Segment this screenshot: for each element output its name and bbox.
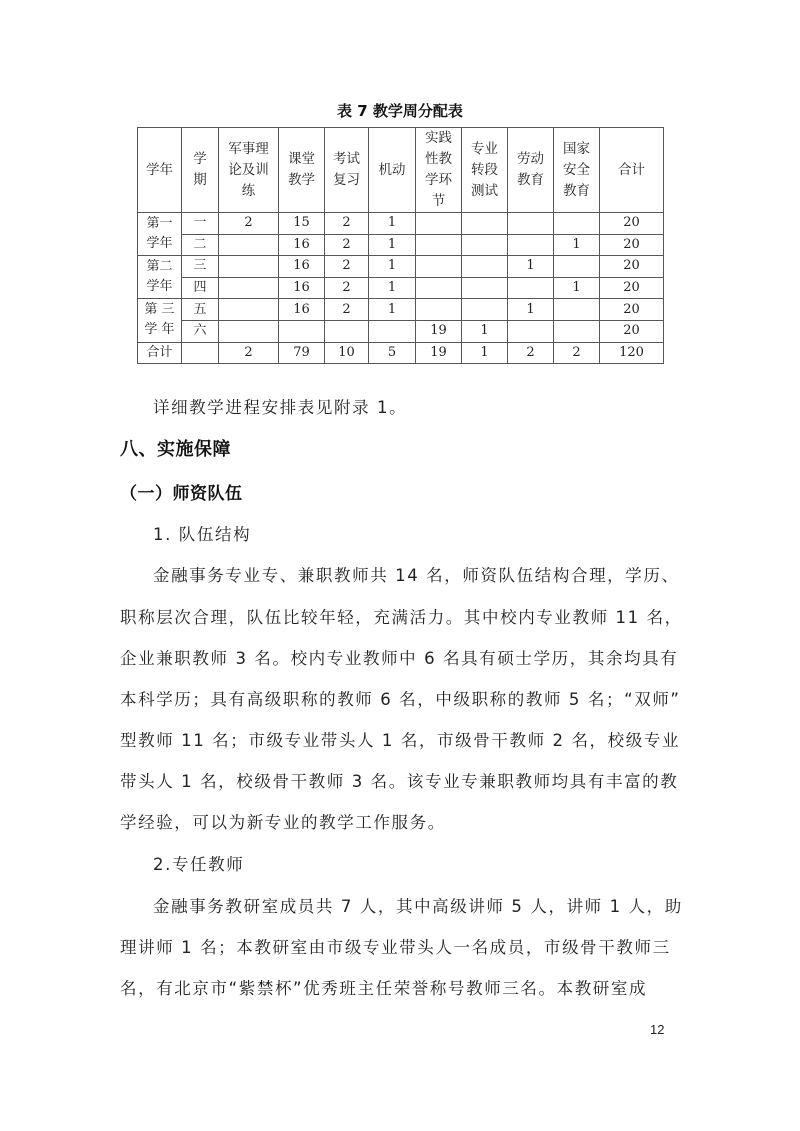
value-cell: 1 [369, 277, 416, 299]
value-cell [219, 320, 279, 342]
item1-line: 企业兼职教师 3 名。校内专业教师中 6 名具有硕士学历，其余均具有 [120, 649, 679, 668]
item1-line: 型教师 11 名；市级专业带头人 1 名，市级骨干教师 2 名，校级专业 [120, 731, 681, 750]
column-header [554, 128, 600, 213]
item2-line: 名，有北京市“紫禁杯”优秀班主任荣誉称号教师三名。本教研室成 [120, 979, 648, 998]
column-header-line: 测试 [471, 182, 498, 199]
total-value-cell: 1 [462, 342, 508, 364]
table-row [138, 234, 664, 256]
year-label-line: 学年 [146, 279, 173, 295]
value-cell: 1 [369, 213, 416, 235]
value-cell [416, 213, 462, 235]
column-header-line: 教育 [563, 182, 590, 199]
column-header-line: 安全 [563, 161, 590, 178]
value-cell [462, 213, 508, 235]
column-header-line: 机动 [378, 161, 406, 178]
value-cell: 2 [325, 234, 369, 256]
table-row [138, 320, 664, 342]
column-header-line: 考试 [333, 151, 360, 167]
value-cell: 1 [369, 256, 416, 278]
term-cell [182, 342, 219, 364]
value-cell [462, 277, 508, 299]
value-cell: 1 [369, 299, 416, 321]
total-value-cell: 120 [600, 342, 664, 364]
value-cell: 2 [325, 213, 369, 235]
column-header [416, 128, 462, 213]
total-value-cell: 19 [416, 342, 462, 364]
value-cell: 20 [600, 299, 664, 321]
column-header [600, 128, 664, 213]
column-header-line: 学年 [146, 161, 173, 178]
term-cell: 一 [182, 213, 219, 235]
value-cell [219, 277, 279, 299]
value-cell: 20 [600, 234, 664, 256]
item2-line: 金融事务教研室成员共 7 人，其中高级讲师 5 人，讲师 1 人，助 [153, 897, 683, 916]
column-header-line: 学 [193, 151, 207, 167]
value-cell [219, 299, 279, 321]
value-cell [416, 234, 462, 256]
column-header [219, 128, 279, 213]
value-cell [508, 234, 554, 256]
value-cell [462, 299, 508, 321]
item1-line: 职称层次合理，队伍比较年轻，充满活力。其中校内专业教师 11 名， [120, 608, 683, 627]
value-cell: 2 [325, 277, 369, 299]
value-cell: 16 [279, 299, 325, 321]
column-header-line: 劳动 [517, 151, 544, 167]
subsection-heading: （一）师资队伍 [120, 484, 243, 504]
value-cell: 20 [600, 256, 664, 278]
value-cell [416, 256, 462, 278]
table-row [138, 277, 664, 299]
total-value-cell: 2 [219, 342, 279, 364]
teaching-weeks-table [137, 127, 664, 364]
value-cell: 16 [279, 256, 325, 278]
value-cell: 16 [279, 234, 325, 256]
value-cell: 20 [600, 277, 664, 299]
year-label-line: 第一 [146, 216, 173, 232]
value-cell: 1 [508, 256, 554, 278]
total-row [138, 342, 664, 364]
item1-line: 本科学历；具有高级职称的教师 6 名，中级职称的教师 5 名；“双师” [120, 690, 681, 709]
value-cell [416, 277, 462, 299]
table-header-row [138, 128, 664, 213]
value-cell [462, 256, 508, 278]
column-header-line: 国家 [563, 140, 590, 157]
year-label-line: 第二 [146, 259, 173, 275]
value-cell [508, 320, 554, 342]
column-header-line: 教育 [517, 172, 544, 188]
year-cell [138, 256, 182, 299]
column-header-line: 论及训 [228, 161, 269, 178]
value-cell: 15 [279, 213, 325, 235]
item1-line: 学经验，可以为新专业的教学工作服务。 [120, 813, 446, 832]
column-header-line: 实践 [425, 130, 452, 146]
column-header [462, 128, 508, 213]
value-cell: 1 [554, 277, 600, 299]
year-label-line: 学 年 [144, 322, 175, 338]
column-header-line: 合计 [618, 161, 645, 178]
value-cell: 19 [416, 320, 462, 342]
total-value-cell: 79 [279, 342, 325, 364]
year-cell [138, 299, 182, 342]
item2-title: 2.专任教师 [153, 855, 245, 874]
item1-line: 金融事务专业专、兼职教师共 14 名，师资队伍结构合理，学历、 [153, 566, 680, 585]
value-cell: 2 [325, 299, 369, 321]
page-number: 12 [650, 1022, 665, 1037]
column-header [369, 128, 416, 213]
value-cell [219, 234, 279, 256]
value-cell [554, 299, 600, 321]
term-cell: 二 [182, 234, 219, 256]
value-cell [508, 277, 554, 299]
column-header-line: 期 [193, 172, 207, 188]
value-cell: 2 [219, 213, 279, 235]
value-cell: 16 [279, 277, 325, 299]
column-header-line: 性教 [425, 151, 452, 167]
column-header-line: 专业 [471, 140, 498, 157]
item2-line: 理讲师 1 名；本教研室由市级专业带头人一名成员，市级骨干教师三 [120, 938, 671, 957]
value-cell [554, 320, 600, 342]
item1-title: 1. 队伍结构 [153, 525, 252, 544]
column-header-line: 学环 [425, 172, 452, 188]
total-label: 合计 [138, 342, 182, 364]
column-header [325, 128, 369, 213]
table-caption: 表 7 教学周分配表 [337, 102, 463, 120]
column-header-line: 复习 [333, 172, 360, 188]
value-cell [462, 234, 508, 256]
total-value-cell: 10 [325, 342, 369, 364]
value-cell: 2 [325, 256, 369, 278]
value-cell [508, 213, 554, 235]
value-cell: 20 [600, 213, 664, 235]
term-cell: 三 [182, 256, 219, 278]
term-cell: 六 [182, 320, 219, 342]
column-header-line: 教学 [288, 172, 315, 188]
value-cell [554, 256, 600, 278]
section-heading: 八、实施保障 [120, 439, 231, 460]
column-header-line: 转段 [471, 161, 498, 178]
year-cell [138, 213, 182, 256]
total-value-cell: 2 [554, 342, 600, 364]
value-cell: 1 [369, 234, 416, 256]
year-label-line: 学年 [146, 236, 173, 252]
table-row [138, 213, 664, 235]
term-cell: 五 [182, 299, 219, 321]
column-header-line: 军事理 [228, 140, 269, 157]
term-cell: 四 [182, 277, 219, 299]
column-header [279, 128, 325, 213]
table-row [138, 256, 664, 278]
column-header [508, 128, 554, 213]
column-header [182, 128, 219, 213]
value-cell: 1 [508, 299, 554, 321]
value-cell [554, 213, 600, 235]
value-cell [219, 256, 279, 278]
item1-line: 带头人 1 名，校级骨干教师 3 名。该专业专兼职教师均具有丰富的教 [120, 772, 679, 791]
value-cell [416, 299, 462, 321]
column-header-line: 练 [241, 182, 256, 199]
value-cell [369, 320, 416, 342]
year-label-line: 第 三 [144, 302, 175, 318]
value-cell [279, 320, 325, 342]
appendix-note: 详细教学进程安排表见附录 1。 [153, 398, 408, 417]
value-cell: 1 [554, 234, 600, 256]
column-header [138, 128, 182, 213]
column-header-line: 课堂 [288, 151, 315, 167]
column-header-line: 节 [431, 193, 446, 209]
table-row [138, 299, 664, 321]
total-value-cell: 5 [369, 342, 416, 364]
value-cell: 20 [600, 320, 664, 342]
value-cell: 1 [462, 320, 508, 342]
value-cell [325, 320, 369, 342]
total-value-cell: 2 [508, 342, 554, 364]
